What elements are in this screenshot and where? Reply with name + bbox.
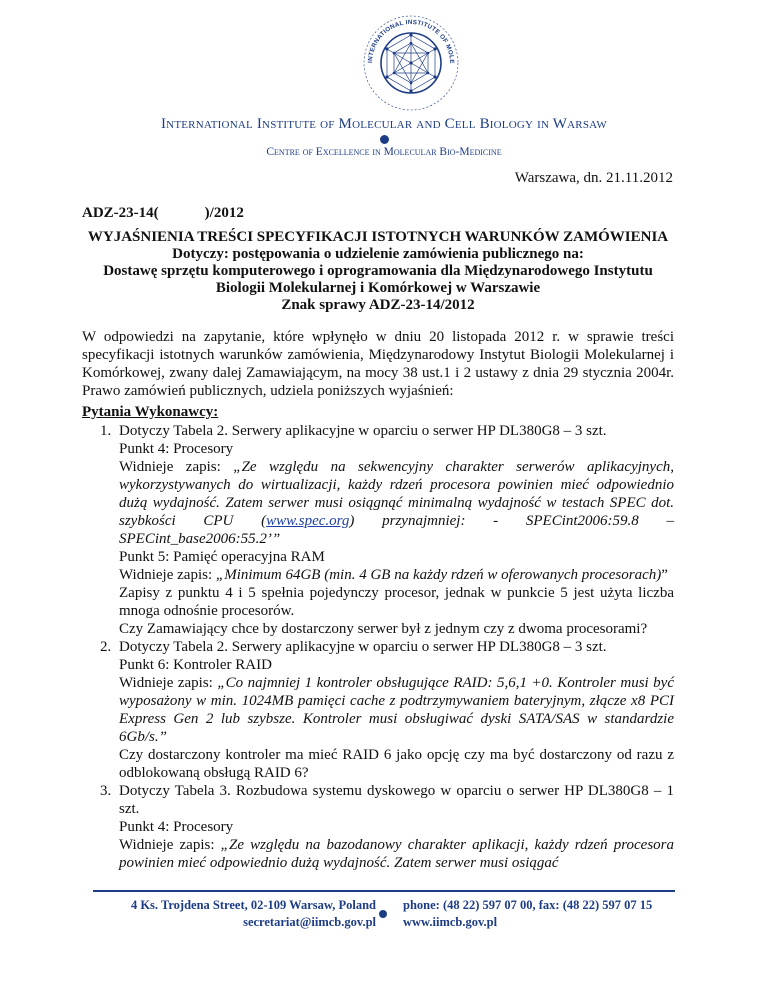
footer-address: 4 Ks. Trojdena Street, 02-109 Warsaw, Poland bbox=[130, 898, 376, 912]
footer-address-block bbox=[131, 897, 376, 931]
question-quote bbox=[119, 566, 674, 584]
quote-label: Widnieje zapis: bbox=[119, 459, 234, 475]
quote-text: ) przynajmniej: - SPECint2006:59.8 – SPECint_base2006:55.2’” bbox=[119, 513, 674, 547]
quote-text: „Minimum 64GB (min. 4 GB na każdy rdzeń w oferowanych procesorach) bbox=[215, 567, 662, 583]
question-item bbox=[82, 638, 674, 782]
footer-email[interactable]: secretariat@iimcb.gov.pl bbox=[243, 915, 376, 929]
quote-text: „Co najmniej 1 kontroler obsługujące RAID: 5,6,1 +0. Kontroler musi być wyposażony w min. 1024MB pamięci cache z podtrzymywaniem bateryjnym, złącze x8 PCI Express Gen 2 lub szybsze. Kontroler musi obsługiwać dyski SATA/SAS w standardzie 6Gb/s.” bbox=[119, 675, 674, 745]
quote-label: Widnieje zapis: bbox=[119, 567, 216, 583]
spec-link[interactable]: www.spec.org bbox=[266, 513, 350, 529]
intro-paragraph: W odpowiedzi na zapytanie, które wpłynęło w dniu 20 listopada 2012 r. w sprawie treści specyfikacji istotnych warunków zamówienia, Międzynarodowy Instytut Biologii Molekularnej i Komórkowej, zwany dalej Zamawiającym, na mocy 38 ust.1 i 2 ustawy z dnia 29 stycznia 2004r. Prawo zamówień publicznych, udziela poniższych wyjaśnień: bbox=[82, 329, 674, 399]
logo-arc-text: INTERNATIONAL INSTITUTE OF MOLE bbox=[366, 18, 456, 64]
footer-phone: phone: (48 22) 597 07 00, fax: (48 22) 597 07 15 bbox=[403, 898, 653, 912]
questions-header: Pytania Wykonawcy: bbox=[82, 404, 219, 420]
title-main: WYJAŚNIENIA TREŚCI SPECYFIKACJI ISTOTNYCH WARUNKÓW ZAMÓWIENIA bbox=[87, 229, 669, 245]
footer-website[interactable]: www.iimcb.gov.pl bbox=[403, 915, 498, 929]
document-title bbox=[82, 229, 674, 314]
ref-suffix: )/2012 bbox=[204, 205, 244, 221]
title-case-number: Znak sprawy ADZ-23-14/2012 bbox=[281, 297, 475, 313]
title-subject: Dotyczy: postępowania o udzielenie zamówienia publicznego na: bbox=[172, 246, 584, 262]
question-line: Czy Zamawiający chce by dostarczony serwer był z jednym czy z dwoma procesorami? bbox=[119, 621, 648, 637]
quote-text: „Ze względu na sekwencyjny charakter serwerów aplikacyjnych, wykorzystywanych do wirtualizacji, każdy rdzeń procesora powinien mieć odpowiednio dużą wydajność. Zatem serwer musi osiągnąć minimalną wydajność w testach SPEC dot. szybkości CPU ( bbox=[119, 459, 674, 529]
question-item bbox=[82, 782, 674, 872]
questions-list bbox=[82, 422, 674, 872]
question-number: 3. bbox=[100, 783, 112, 799]
question-line: Punkt 4: Procesory bbox=[119, 441, 234, 457]
question-line: Czy dostarczony kontroler ma mieć RAID 6 jako opcję czy ma być dostarczony od razu z odblokowaną obsługą RAID 6? bbox=[119, 747, 674, 781]
question-line: Zapisy z punktu 4 i 5 spełnia pojedynczy procesor, jednak w punkcie 5 jest użyta liczba mnoga odnośnie procesorów. bbox=[119, 585, 674, 619]
institute-name: International Institute of Molecular and Cell Biology in Warsaw bbox=[160, 116, 607, 132]
question-item bbox=[82, 422, 674, 638]
header-dot-divider bbox=[380, 135, 389, 144]
ref-prefix: ADZ-23-14( bbox=[82, 205, 159, 221]
question-line: Punkt 5: Pamięć operacyjna RAM bbox=[119, 549, 325, 565]
footer-contact-block bbox=[403, 897, 652, 931]
question-quote bbox=[119, 674, 674, 746]
question-number: 1. bbox=[100, 423, 112, 439]
question-line: Dotyczy Tabela 3. Rozbudowa systemu dyskowego w oparciu o serwer HP DL380G8 – 1 szt. bbox=[119, 783, 674, 817]
footer-divider bbox=[93, 890, 675, 892]
quote-close: ” bbox=[661, 567, 668, 583]
question-line: Punkt 4: Procesory bbox=[119, 819, 234, 835]
footer-dot-divider bbox=[379, 910, 387, 918]
question-quote bbox=[119, 458, 674, 548]
document-date: Warszawa, dn. 21.11.2012 bbox=[514, 170, 673, 186]
institute-logo bbox=[358, 10, 464, 116]
question-line: Dotyczy Tabela 2. Serwery aplikacyjne w oparciu o serwer HP DL380G8 – 3 szt. bbox=[119, 423, 607, 439]
reference-number bbox=[82, 205, 244, 222]
question-line: Punkt 6: Kontroler RAID bbox=[119, 657, 272, 673]
quote-label: Widnieje zapis: bbox=[119, 675, 218, 691]
globe-logo-icon bbox=[358, 10, 464, 116]
question-line: Dotyczy Tabela 2. Serwery aplikacyjne w oparciu o serwer HP DL380G8 – 3 szt. bbox=[119, 639, 607, 655]
quote-label: Widnieje zapis: bbox=[119, 837, 221, 853]
question-number: 2. bbox=[100, 639, 112, 655]
centre-name: Centre of Excellence in Molecular Bio-Medicine bbox=[266, 146, 502, 158]
question-quote bbox=[119, 836, 674, 872]
title-order: Dostawę sprzętu komputerowego i oprogramowania dla Międzynarodowego Instytutu Biologii Molekularnej i Komórkowej w Warszawie bbox=[103, 263, 653, 296]
quote-text: „Ze względu na bazodanowy charakter aplikacji, każdy rdzeń procesora powinien mieć odpowiednio dużą wydajność. Zatem serwer musi osiągać bbox=[119, 837, 674, 871]
